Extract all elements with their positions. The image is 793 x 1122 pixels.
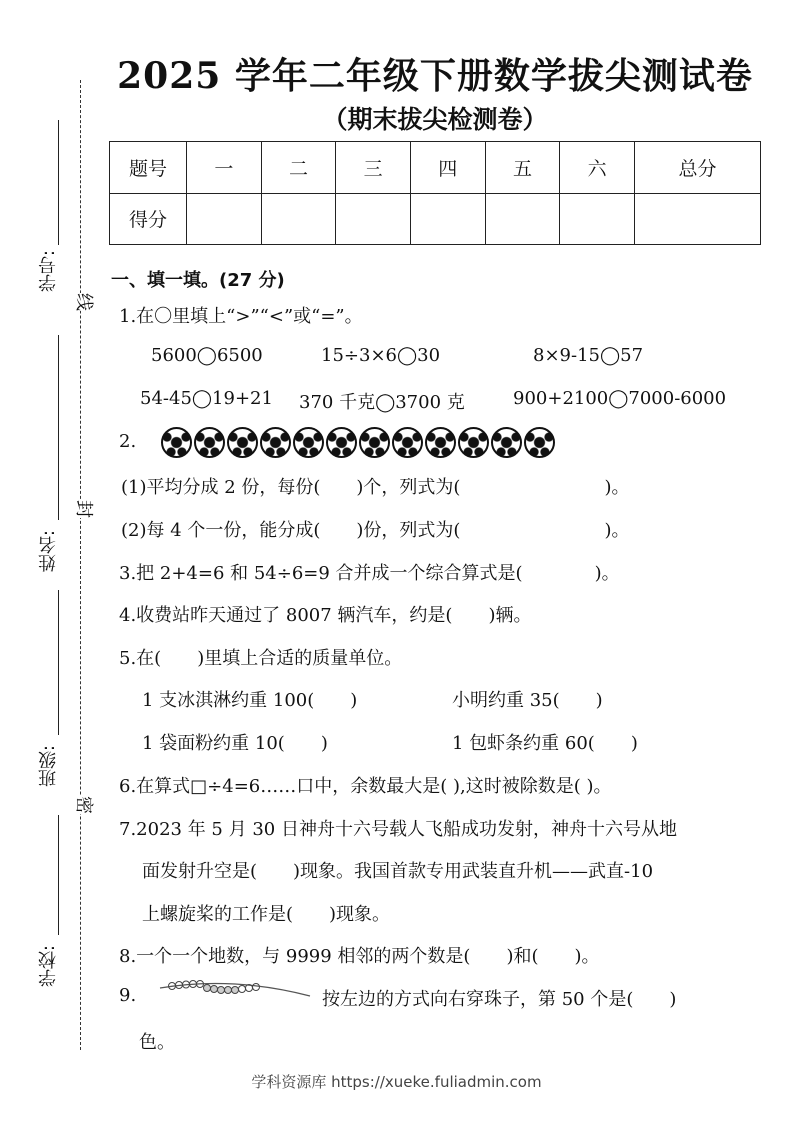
q2-part2: (2)每 4 个一份，能分成( )份，列式为( )。 [121, 520, 630, 541]
class-field[interactable] [58, 590, 59, 735]
bead-string-image [158, 978, 313, 1004]
score-cell[interactable] [410, 193, 485, 245]
q7-line: 面发射升空是( )现象。我国首款专用武装直升机——武直-10 [142, 861, 654, 882]
class-label: 班级: [38, 745, 59, 788]
q4: 4.收费站昨天通过了 8007 辆汽车，约是( )辆。 [119, 605, 532, 626]
q1-item: 900+2100◯7000-6000 [513, 388, 727, 409]
seal-char-feng: 封 [70, 500, 100, 518]
q1-item: 8×9-15◯57 [533, 345, 644, 366]
score-cell[interactable] [261, 193, 336, 245]
score-cell[interactable] [560, 193, 635, 245]
soccer-ball-icon [161, 427, 192, 458]
score-table [109, 141, 761, 245]
soccer-ball-icon [293, 427, 324, 458]
school-label: 学校: [38, 945, 59, 988]
q7-line: 7.2023 年 5 月 30 日神舟十六号载人飞船成功发射，神舟十六号从地 [119, 819, 677, 840]
q9-text-continued: 色。 [139, 1032, 175, 1053]
score-header-cell: 五 [485, 142, 560, 194]
soccer-ball-icon [227, 427, 258, 458]
score-header-cell: 四 [410, 142, 485, 194]
page-footer: 学科资源库 https://xueke.fuliadmin.com [251, 1073, 542, 1091]
score-cell[interactable] [485, 193, 560, 245]
soccer-ball-icon [425, 427, 456, 458]
name-label: 姓名: [38, 530, 59, 573]
student-id-field[interactable] [58, 120, 59, 245]
score-row-label: 得分 [110, 193, 187, 245]
score-header-cell: 二 [261, 142, 336, 194]
score-header-cell: 三 [336, 142, 411, 194]
name-field[interactable] [58, 335, 59, 520]
q1-item: 5600◯6500 [151, 345, 263, 366]
score-header-cell: 一 [187, 142, 262, 194]
score-header-cell: 题号 [110, 142, 187, 194]
soccer-ball-row [161, 427, 557, 462]
q6: 6.在算式□÷4=6……口中，余数最大是( ),这时被除数是( )。 [119, 776, 612, 797]
q9-text: 按左边的方式向右穿珠子，第 50 个是( ) [322, 989, 677, 1010]
q7-line: 上螺旋桨的工作是( )现象。 [142, 904, 391, 925]
score-cell[interactable] [635, 193, 761, 245]
student-id-label: 学号: [38, 250, 59, 293]
q9-number: 9. [119, 985, 137, 1006]
soccer-ball-icon [194, 427, 225, 458]
exam-title: 2025 学年二年级下册数学拔尖测试卷 [117, 55, 753, 97]
soccer-ball-icon [392, 427, 423, 458]
score-header-cell: 总分 [635, 142, 761, 194]
q5-stem: 5.在( )里填上合适的质量单位。 [119, 648, 403, 669]
section-heading: 一、填一填。(27 分) [111, 270, 285, 291]
soccer-ball-icon [491, 427, 522, 458]
binding-dashed-line [80, 80, 81, 1050]
q1-stem: 1.在〇里填上“>”“<”或“=”。 [119, 306, 363, 327]
q8: 8.一个一个地数，与 9999 相邻的两个数是( )和( )。 [119, 946, 600, 967]
q2-part1: (1)平均分成 2 份，每份( )个，列式为( )。 [121, 477, 630, 498]
score-table-score-row [110, 193, 761, 245]
q1-item: 54-45◯19+21 [140, 388, 273, 409]
soccer-ball-icon [326, 427, 357, 458]
q5-item: 1 支冰淇淋约重 100( ) [142, 690, 358, 711]
q1-item: 15÷3×6◯30 [321, 345, 441, 366]
q2-number: 2. [119, 431, 137, 452]
score-table-header-row [110, 142, 761, 194]
soccer-ball-icon [458, 427, 489, 458]
seal-char-xian: 线 [70, 293, 100, 311]
q5-item: 1 袋面粉约重 10( ) [142, 733, 328, 754]
score-header-cell: 六 [560, 142, 635, 194]
q1-item: 370 千克◯3700 克 [299, 392, 465, 413]
score-cell[interactable] [187, 193, 262, 245]
soccer-ball-icon [524, 427, 555, 458]
soccer-ball-icon [260, 427, 291, 458]
school-field[interactable] [58, 815, 59, 935]
q5-item: 小明约重 35( ) [452, 690, 603, 711]
seal-char-mi: 密 [70, 796, 100, 814]
score-cell[interactable] [336, 193, 411, 245]
q5-item: 1 包虾条约重 60( ) [452, 733, 638, 754]
q3: 3.把 2+4=6 和 54÷6=9 合并成一个综合算式是( )。 [119, 563, 620, 584]
exam-subtitle: （期末拔尖检测卷） [322, 105, 548, 134]
soccer-ball-icon [359, 427, 390, 458]
